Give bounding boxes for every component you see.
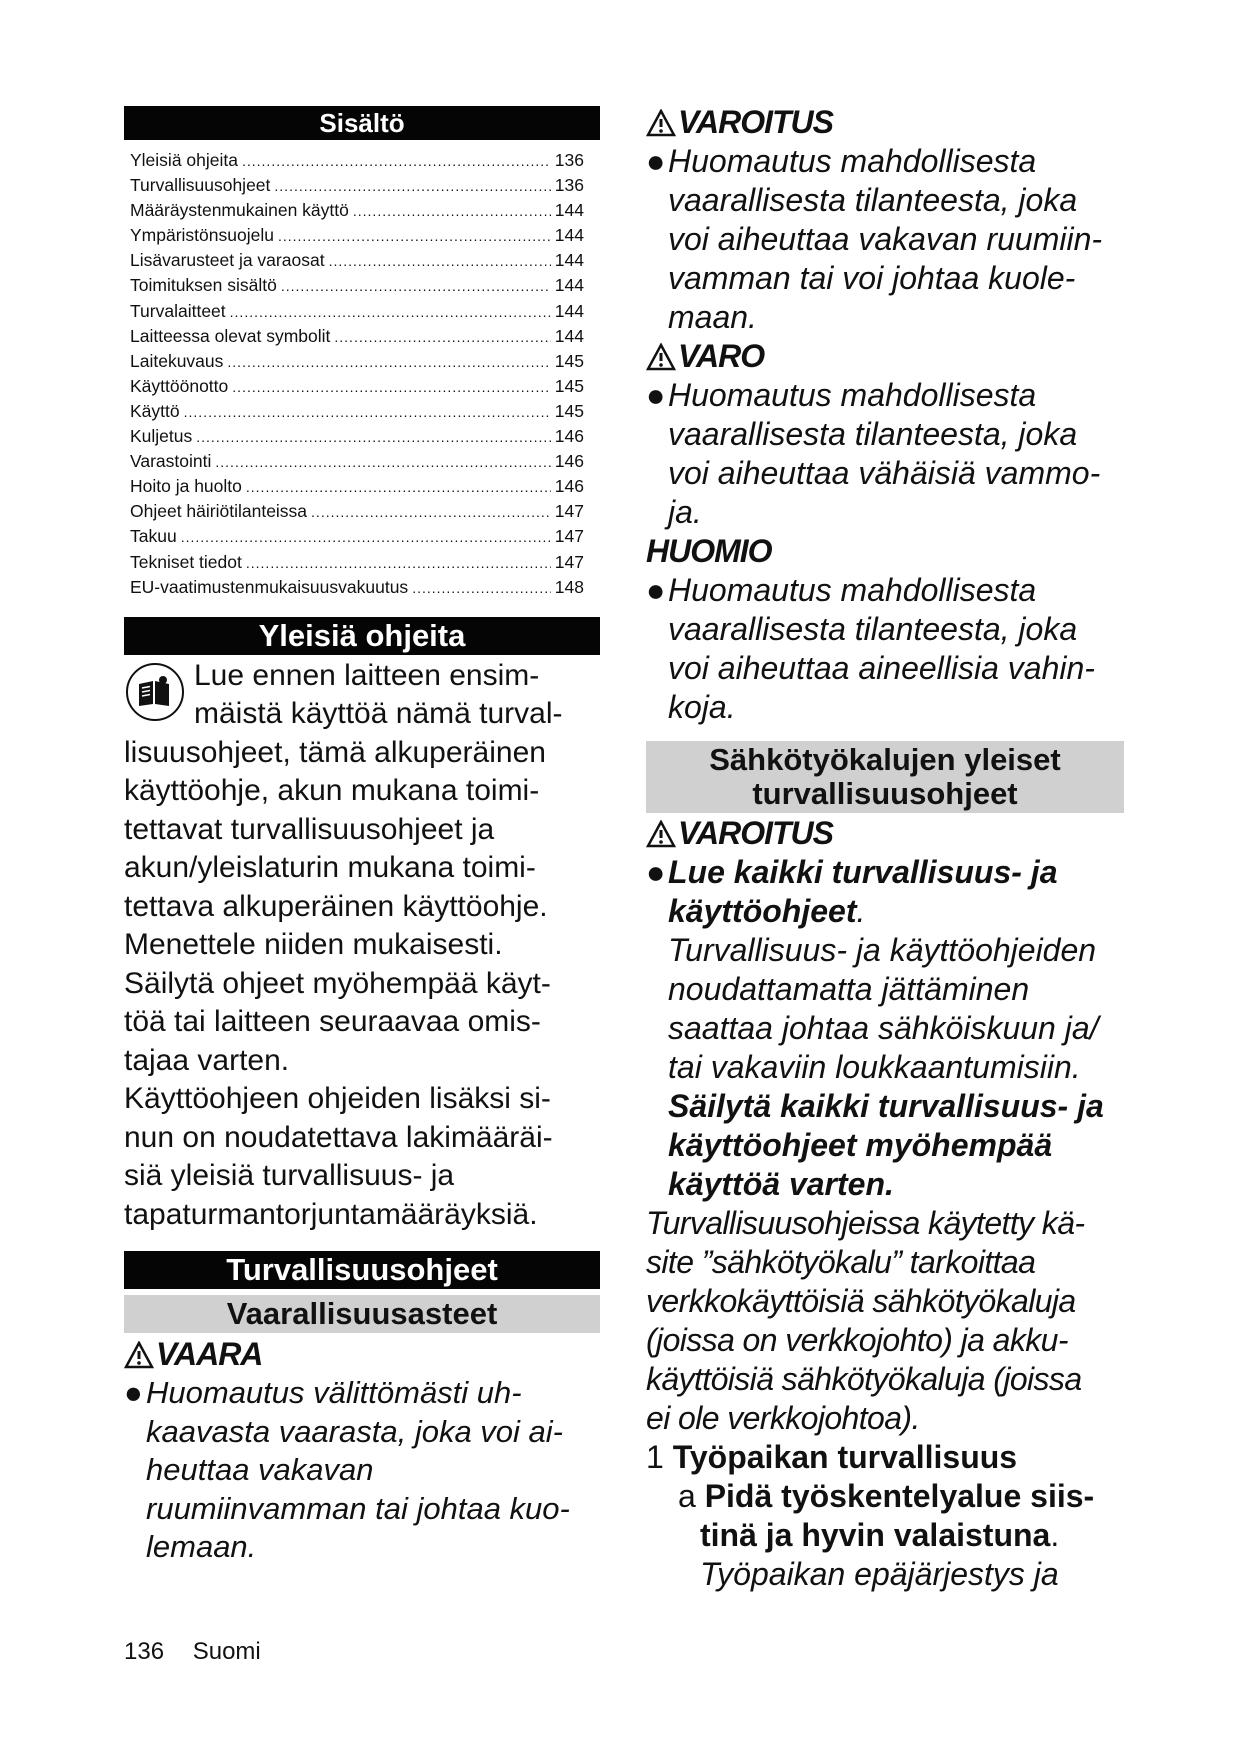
read-all-instructions: ● Lue kaikki turvallisuus- ja käyttöohjeet. Turvallisuus- ja käyttöohjeiden noudattamatta jättäminen saattaa johtaa sähköiskuun ja/ tai vakaviin loukkaantumisiin. Säilytä kaikki turvallisuus- ja käyttöohjeet myöhempää käyttöä varten. [646, 853, 1124, 1204]
toc-leader-dots [278, 224, 551, 249]
item-1a [646, 1477, 1124, 1594]
heading-line: Sähkötyökalujen yleiset [709, 742, 1061, 777]
toc-leader-dots [274, 174, 550, 199]
toc-entry-page: 144 [554, 225, 584, 246]
vaara-text: ● Huomautus välittömästi uh- kaavasta vaarasta, joka voi ai- heuttaa vakavan ruumiinvamman tai johtaa kuo- lemaan. [124, 1374, 600, 1567]
text-line: Huomautus mahdollisesta [668, 377, 1037, 413]
toc-entry[interactable] [124, 424, 600, 449]
text-line: Säilytä kaikki turvallisuus- ja [668, 1088, 1104, 1124]
toc-entry[interactable] [124, 524, 600, 549]
toc-leader-dots [232, 375, 551, 400]
toc-entry-page: 144 [554, 325, 584, 346]
toc-entry[interactable] [124, 273, 600, 298]
text-line: Käyttöohjeen ohjeiden lisäksi si- [124, 1082, 551, 1116]
varo-label: VARO [678, 338, 765, 374]
text-line: Huomautus mahdollisesta [668, 143, 1037, 179]
text-line: käyttöohjeet myöhempää [668, 1127, 1053, 1163]
huomio-label: HUOMIO [646, 533, 772, 569]
toc-title: Sisältö [124, 106, 600, 140]
toc-entry-page: 145 [554, 350, 584, 371]
vaara-heading [124, 1335, 600, 1374]
toc-entry-page: 147 [554, 501, 584, 522]
toc-entry-label: Lisävarusteet ja varaosat [130, 250, 325, 271]
text-line: käyttöohjeet [668, 893, 857, 929]
item-letter: a [678, 1478, 696, 1514]
text-line: saattaa johtaa sähköiskuun ja/ [668, 1010, 1099, 1046]
toc-leader-dots [311, 500, 551, 525]
toc-entry-label: Laitteessa olevat symbolit [130, 325, 331, 346]
toc-entry-label: Käyttöönotto [130, 375, 229, 396]
page-footer [124, 1638, 283, 1666]
text-line: vaarallisesta tilanteesta, joka [668, 182, 1078, 218]
toc-entry-page: 144 [554, 250, 584, 271]
toc-entry-label: Ympäristönsuojelu [130, 225, 274, 246]
text-line: vaarallisesta tilanteesta, joka [668, 416, 1078, 452]
toc-entry-page: 144 [554, 200, 584, 221]
text-line: verkkokäyttöisiä sähkötyökaluja [646, 1283, 1076, 1319]
footer-language: Suomi [192, 1638, 261, 1665]
general-heading: Yleisiä ohjeita [124, 617, 600, 655]
toc-entry-label: Hoito ja huolto [130, 476, 242, 497]
text-line: kaavasta vaarasta, joka voi ai- [146, 1413, 563, 1449]
varoitus2-label: VAROITUS [678, 815, 833, 851]
huomio-text: ● Huomautus mahdollisesta vaarallisesta tilanteesta, joka voi aiheuttaa aineellisia vahin- koja. [646, 571, 1124, 727]
toc-leader-dots [334, 325, 550, 350]
toc-entry-page: 147 [554, 551, 584, 572]
left-column [124, 106, 600, 1567]
varo-text: ● Huomautus mahdollisesta vaarallisesta tilanteesta, joka voi aiheuttaa vähäisiä vammo- ja. [646, 376, 1124, 532]
intro-line: Lue ennen laitteen ensim- [194, 658, 540, 692]
warning-triangle-icon [646, 820, 676, 848]
item-title: Työpaikan turvallisuus [672, 1439, 1018, 1475]
toc-entry-label: Varastointi [130, 451, 212, 472]
punctuation: . [856, 893, 866, 929]
toc-entry[interactable] [124, 148, 600, 173]
toc-leader-dots [181, 525, 551, 550]
text-line: ja. [668, 494, 702, 530]
heading-line: turvallisuusohjeet [752, 776, 1018, 811]
toc-entry-label: Turvalaitteet [130, 300, 226, 321]
text-line: käyttöä varten. [668, 1166, 894, 1202]
toc-entry-label: Yleisiä ohjeita [130, 150, 238, 170]
text-line: Säilytä ohjeet myöhempää käyt- [124, 966, 551, 1000]
warning-triangle-icon [646, 109, 676, 137]
warning-triangle-icon [646, 343, 676, 371]
toc-entry-page: 136 [554, 150, 584, 170]
text-line: ei ole verkkojohtoa). [646, 1400, 920, 1436]
text-line: tettava alkuperäinen käyttöohje. [124, 889, 548, 923]
text-line: käyttöohje, akun mukana toimi- [124, 774, 540, 808]
toc-entry[interactable] [124, 374, 600, 399]
huomio-heading [646, 532, 1124, 571]
toc-entry-page: 146 [554, 426, 584, 447]
toc-entry-page: 144 [554, 275, 584, 296]
toc-entry[interactable] [124, 449, 600, 474]
text-line: vaarallisesta tilanteesta, joka [668, 611, 1078, 647]
toc-entry-label: Toimituksen sisältö [130, 275, 277, 296]
varoitus-label: VAROITUS [678, 104, 833, 140]
general-intro [124, 657, 600, 1235]
varo-heading [646, 337, 1124, 376]
toc-entry[interactable] [124, 248, 600, 273]
safety-heading: Turvallisuusohjeet [124, 1251, 600, 1289]
toc-leader-dots [196, 425, 551, 450]
text-line: tai vakaviin loukkaantumisiin. [668, 1049, 1081, 1085]
item-title: Pidä työskentelyalue siis- [704, 1478, 1095, 1514]
toc-entry-page: 136 [554, 175, 584, 196]
text-line: nun on noudatettava lakimääräi- [124, 1120, 553, 1154]
right-column [646, 106, 1124, 1594]
text-line: koja. [668, 689, 736, 725]
toc-entry-label: Kuljetus [130, 426, 193, 447]
toc-leader-dots [281, 274, 551, 299]
toc-entry[interactable] [124, 474, 600, 499]
page-number: 136 [124, 1638, 165, 1665]
power-tools-heading [646, 741, 1124, 813]
intro-line: mäistä käyttöä nämä turval- [194, 697, 563, 731]
toc-entry-page: 145 [554, 375, 584, 396]
toc-entry[interactable] [124, 499, 600, 524]
read-manual-icon [126, 663, 184, 721]
warning-triangle-icon [124, 1341, 154, 1369]
text-line: lemaan. [146, 1529, 257, 1565]
toc-leader-dots [353, 199, 551, 224]
text-line: töä tai laitteen seuraavaa omis- [124, 1005, 541, 1039]
table-of-contents [124, 148, 600, 600]
text-line: käyttöisiä sähkötyökaluja (joissa [646, 1361, 1082, 1397]
text-line: maan. [668, 299, 757, 335]
toc-leader-dots [242, 149, 551, 174]
item-1 [646, 1438, 1124, 1477]
item-title: tinä ja hyvin valaistuna [700, 1517, 1051, 1553]
general-body [124, 734, 600, 1235]
toc-entry-label: Laitekuvaus [130, 350, 224, 371]
text-line: voi aiheuttaa vakavan ruumiin- [668, 221, 1103, 257]
text-line: tettavat turvallisuusohjeet ja [124, 812, 495, 846]
text-line: Turvallisuusohjeissa käytetty kä- [646, 1205, 1085, 1241]
text-line: Turvallisuus- ja käyttöohjeiden [668, 932, 1097, 968]
toc-leader-dots [184, 400, 551, 425]
item-number: 1 [646, 1439, 664, 1475]
toc-entry-page: 146 [554, 451, 584, 472]
toc-leader-dots [215, 450, 550, 475]
toc-entry[interactable] [124, 349, 600, 374]
text-line: heuttaa vakavan [146, 1452, 374, 1488]
toc-leader-dots [246, 475, 551, 500]
toc-leader-dots [246, 551, 551, 576]
toc-entry-page: 147 [554, 526, 584, 547]
varoitus-heading [646, 103, 1124, 142]
text-line: lisuusohjeet, tämä alkuperäinen [124, 735, 546, 769]
toc-leader-dots [227, 350, 550, 375]
text-line: Huomautus välittömästi uh- [146, 1375, 522, 1411]
text-line: Huomautus mahdollisesta [668, 572, 1037, 608]
text-line: Työpaikan epäjärjestys ja [700, 1556, 1059, 1592]
toc-entry-label: EU-vaatimustenmukaisuusvakuutus [130, 576, 409, 597]
text-line: voi aiheuttaa aineellisia vahin- [668, 650, 1095, 686]
vaara-label: VAARA [156, 1336, 263, 1373]
text-line: siä yleisiä turvallisuus- ja [124, 1159, 455, 1193]
text-line: (joissa on verkkojohto) ja akku- [646, 1322, 1068, 1358]
toc-entry-page: 144 [554, 300, 584, 321]
toc-leader-dots [230, 300, 551, 325]
toc-entry-label: Turvallisuusohjeet [130, 175, 271, 196]
toc-entry[interactable] [124, 324, 600, 349]
toc-entry[interactable] [124, 399, 600, 424]
text-line: site ”sähkötyökalu” tarkoittaa [646, 1244, 1036, 1280]
punctuation: . [1050, 1517, 1060, 1553]
text-line: akun/yleislaturin mukana toimi- [124, 851, 536, 885]
toc-entry[interactable] [124, 575, 600, 600]
toc-entry-label: Ohjeet häiriötilanteissa [130, 501, 308, 522]
toc-entry[interactable] [124, 299, 600, 324]
text-line: Menettele niiden mukaisesti. [124, 928, 503, 962]
text-line: ruumiinvamman tai johtaa kuo- [146, 1490, 570, 1526]
toc-leader-dots [412, 576, 551, 601]
text-line: vamman tai voi johtaa kuole- [668, 260, 1076, 296]
text-line: voi aiheuttaa vähäisiä vammo- [668, 455, 1101, 491]
toc-entry-page: 146 [554, 476, 584, 497]
hazard-levels-heading: Vaarallisuusasteet [124, 1295, 600, 1333]
toc-entry[interactable] [124, 173, 600, 198]
toc-entry-label: Takuu [130, 526, 177, 547]
toc-entry-label: Määräystenmukainen käyttö [130, 200, 349, 221]
toc-leader-dots [329, 249, 551, 274]
text-line: noudattamatta jättäminen [668, 971, 1030, 1007]
toc-entry-page: 145 [554, 400, 584, 421]
varoitus2-heading [646, 814, 1124, 853]
varoitus-text: ● Huomautus mahdollisesta vaarallisesta tilanteesta, joka voi aiheuttaa vakavan ruumiin- vamman tai voi johtaa kuole- maan. [646, 142, 1124, 337]
text-line: Lue kaikki turvallisuus- ja [668, 854, 1058, 890]
toc-entry-label: Tekniset tiedot [130, 551, 242, 572]
toc-entry-page: 148 [554, 576, 584, 597]
power-tool-definition [646, 1204, 1124, 1438]
text-line: tajaa varten. [124, 1043, 290, 1077]
text-line: tapaturmantorjuntamääräyksiä. [124, 1197, 538, 1231]
toc-entry-label: Käyttö [130, 400, 180, 421]
toc-entry[interactable] [124, 550, 600, 575]
toc-entry[interactable] [124, 223, 600, 248]
toc-entry[interactable] [124, 198, 600, 223]
